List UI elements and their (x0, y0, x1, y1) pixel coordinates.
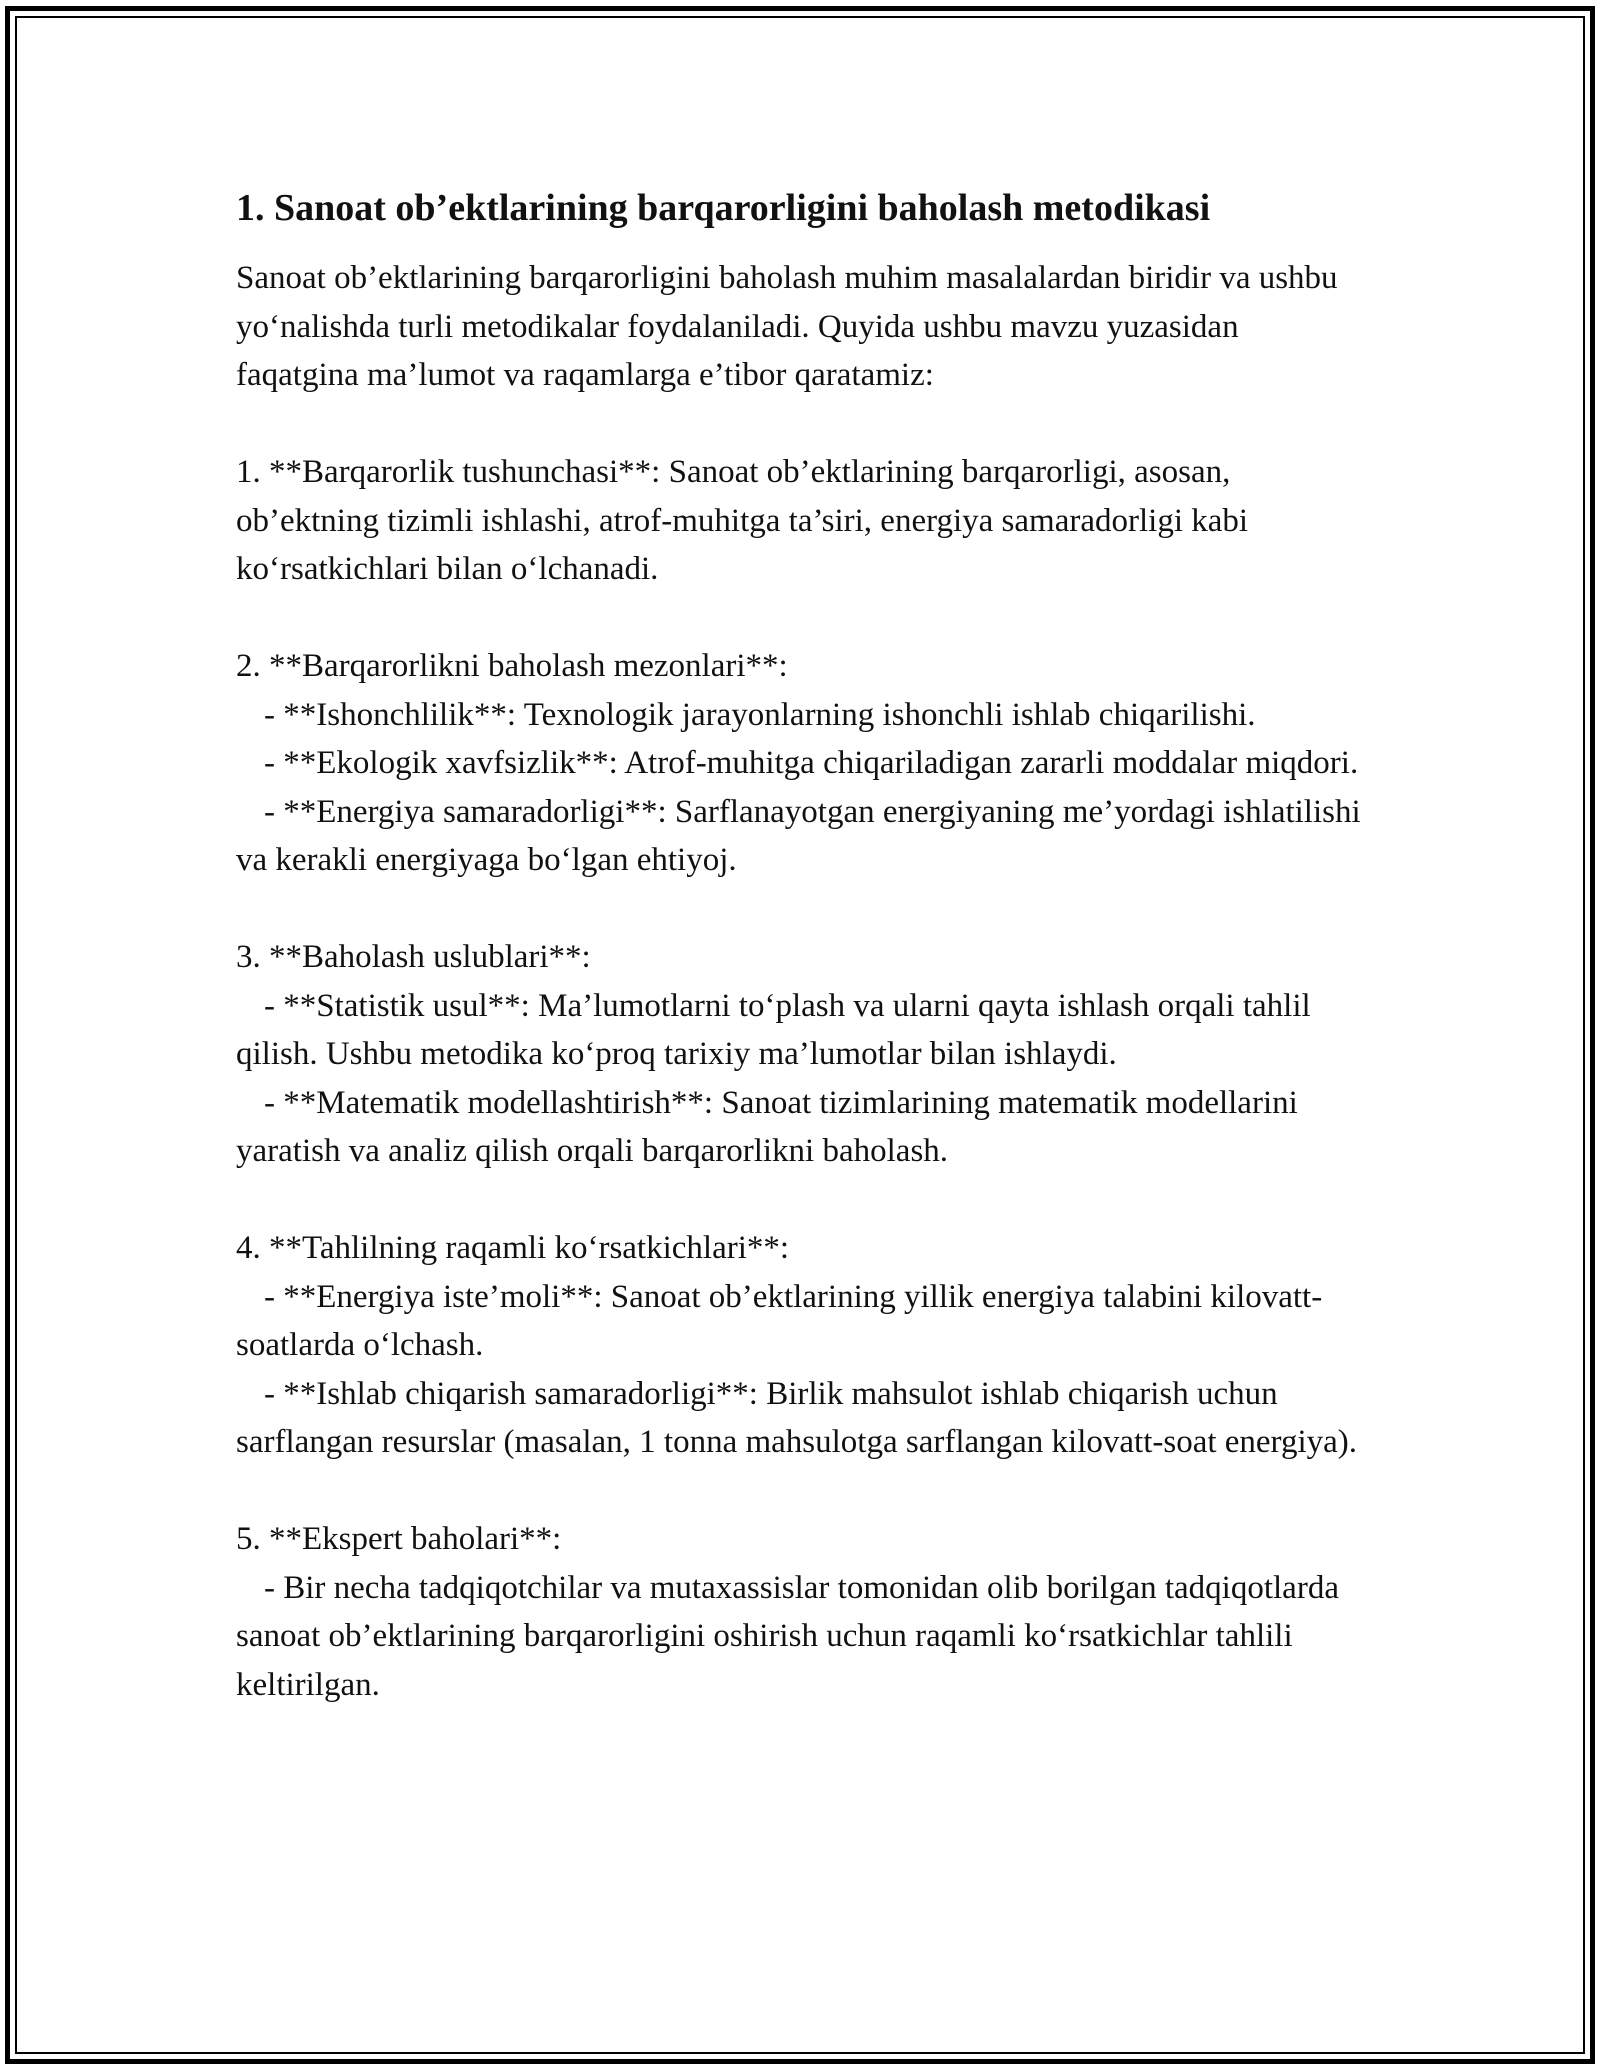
section-2-heading: 2. **Barqarorlikni baholash mezonlari**: (236, 648, 788, 684)
document-body (236, 184, 1366, 1709)
section-4-item-efficiency: - **Ishlab chiqarish samaradorligi**: Birlik mahsulot ishlab chiqarish uchun sarflangan resurslar (masalan, 1 tonna mahsulotga sarflangan kilovatt-soat energiya). (236, 1375, 1358, 1460)
section-3-heading: 3. **Baholash uslublari**: (236, 939, 591, 975)
intro-paragraph: Sanoat ob’ektlarining barqarorligini baholash muhim masalalardan biridir va ushbu yo‘nalishda turli metodikalar foydalaniladi. Quyida ushbu mavzu yuzasidan faqatgina ma’lumot va raqamlarga e’tibor qaratamiz: (236, 260, 1338, 393)
section-4-heading: 4. **Tahlilning raqamli ko‘rsatkichlari**: (236, 1230, 790, 1266)
section-2-item-reliability: - **Ishonchlilik**: Texnologik jarayonlarning ishonchli ishlab chiqarilishi. (264, 696, 1256, 733)
section-5-heading: 5. **Ekspert baholari**: (236, 1521, 562, 1557)
section-3-item-statistical: - **Statistik usul**: Ma’lumotlarni to‘plash va ularni qayta ishlash orqali tahlil qilish. Ushbu metodika ko‘proq tarixiy ma’lumotlar bilan ishlaydi. (236, 987, 1311, 1072)
section-5-item-experts: - Bir necha tadqiqotchilar va mutaxassislar tomonidan olib borilgan tadqiqotlarda sanoat ob’ektlarining barqarorligini oshirish uchun raqamli ko‘rsatkichlar tahlili keltirilgan. (236, 1569, 1339, 1703)
spacer (236, 1467, 1366, 1516)
section-2-item-ecology: - **Ekologik xavfsizlik**: Atrof-muhitga chiqariladigan zararli moddalar miqdori. (264, 745, 1359, 781)
section-3-item-modeling: - **Matematik modellashtirish**: Sanoat tizimlarining matematik modellarini yaratish va analiz qilish orqali barqarorlikni baholash. (236, 1084, 1298, 1169)
spacer (236, 885, 1366, 934)
document-title: 1. Sanoat ob’ektlarining barqarorligini baholash metodikasi (236, 187, 1211, 229)
section-2-item-energy: - **Energiya samaradorligi**: Sarflanayotgan energiyaning me’yordagi ishlatilishi va kerakli energiyaga bo‘lgan ehtiyoj. (236, 793, 1361, 878)
section-4-item-consumption: - **Energiya iste’moli**: Sanoat ob’ektlarining yillik energiya talabini kilovatt-soatlarda o‘lchash. (236, 1278, 1323, 1363)
spacer (236, 1176, 1366, 1225)
spacer (236, 400, 1366, 449)
spacer (236, 594, 1366, 643)
section-1-text: 1. **Barqarorlik tushunchasi**: Sanoat ob’ektlarining barqarorligi, asosan, ob’ektning tizimli ishlashi, atrof-muhitga ta’siri, energiya samaradorligi kabi ko‘rsatkichlari bilan o‘lchanadi. (236, 454, 1249, 587)
